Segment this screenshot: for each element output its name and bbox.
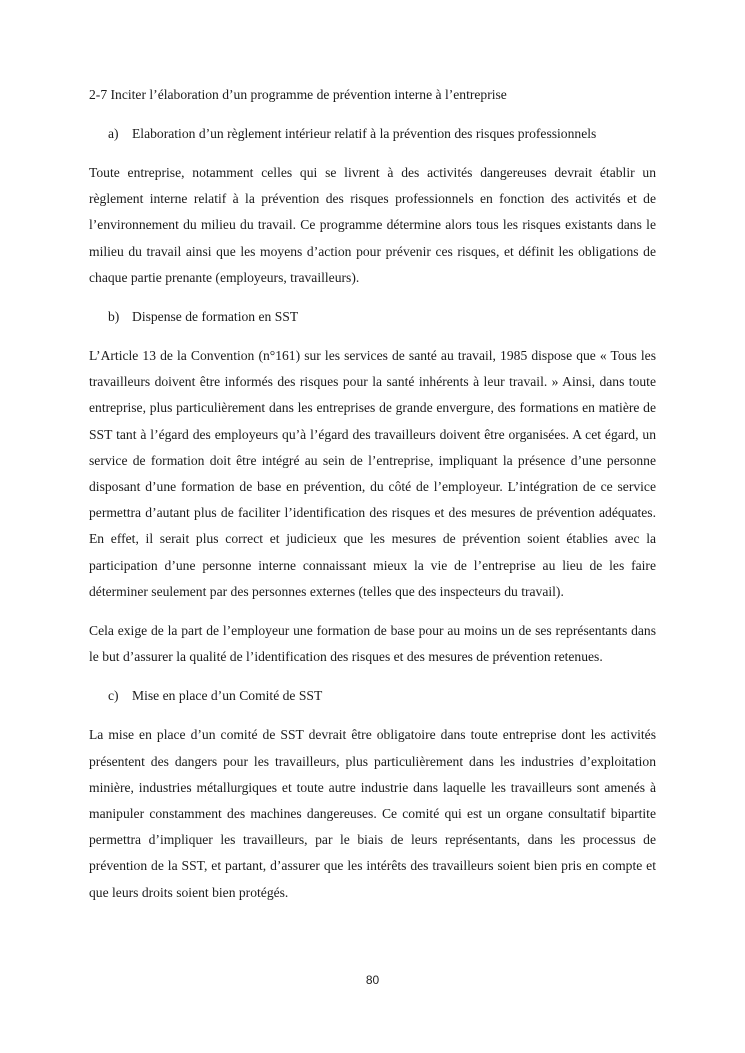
paragraph: La mise en place d’un comité de SST devrait être obligatoire dans toute entreprise dont les activités présentent des dangers pour les travailleurs, plus particulièrement dans les industries d’exploitation minière, industries métallurgiques et toute autre industrie dans laquelle les travailleurs sont amenés à manipuler constamment des machines dangereuses. Ce comité qui est un organe consultatif bipartite permettra d’impliquer les travailleurs, par le biais de leurs représentants, dans les processus de prévention de la SST, et partant, d’assurer que les intérêts des travailleurs soient bien pris en compte et que leurs droits soient bien protégés. [89, 727, 656, 900]
paragraph: Cela exige de la part de l’employeur une formation de base pour au moins un de ses représentants dans le but d’assurer la qualité de l’identification des risques et des mesures de prévention retenues. [89, 623, 656, 665]
page-number: 80 [365, 973, 380, 987]
subsection-marker: c) [108, 688, 119, 704]
paragraph: L’Article 13 de la Convention (n°161) sur les services de santé au travail, 1985 dispose que « Tous les travailleurs doivent être informés des risques pour la santé inhérents à leur travail. » Ainsi, dans toute entreprise, plus particulièrement dans les entreprises de grande envergure, des formations en matière de SST tant à l’égard des employeurs qu’à l’égard des travailleurs doivent être organisées. A cet égard, un service de formation doit être intégré au sein de l’entreprise, impliquant la présence d’une personne disposant d’une formation de base en prévention, du côté de l’employeur. L’intégration de ce service permettra d’autant plus de faciliter l’identification des risques et des mesures de prévention adéquates. En effet, il serait plus correct et judicieux que les mesures de prévention soient établies avec la participation d’une personne interne connaissant mieux la vie de l’entreprise au lieu de les faire déterminer seulement par des personnes externes (telles que des inspecteurs du travail). [89, 348, 656, 599]
subsection-title: Elaboration d’un règlement intérieur relatif à la prévention des risques professionnels [132, 126, 597, 141]
subsection-heading-b [89, 304, 656, 330]
subsection-heading-a [89, 121, 656, 147]
subsection-marker: b) [108, 309, 120, 325]
document-page [89, 82, 656, 919]
section-heading: 2-7 Inciter l’élaboration d’un programme de prévention interne à l’entreprise [89, 87, 507, 102]
subsection-title: Mise en place d’un Comité de SST [132, 688, 323, 704]
subsection-heading-c [89, 683, 656, 709]
paragraph: Toute entreprise, notamment celles qui se livrent à des activités dangereuses devrait établir un règlement interne relatif à la prévention des risques professionnels en fonction des activités et de l’environnement du milieu du travail. Ce programme détermine alors tous les risques existants dans le milieu du travail ainsi que les moyens d’action pour prévenir ces risques, et définit les obligations de chaque partie prenante (employeurs, travailleurs). [89, 165, 656, 285]
subsection-marker: a) [108, 126, 119, 141]
subsection-title: Dispense de formation en SST [132, 309, 299, 325]
